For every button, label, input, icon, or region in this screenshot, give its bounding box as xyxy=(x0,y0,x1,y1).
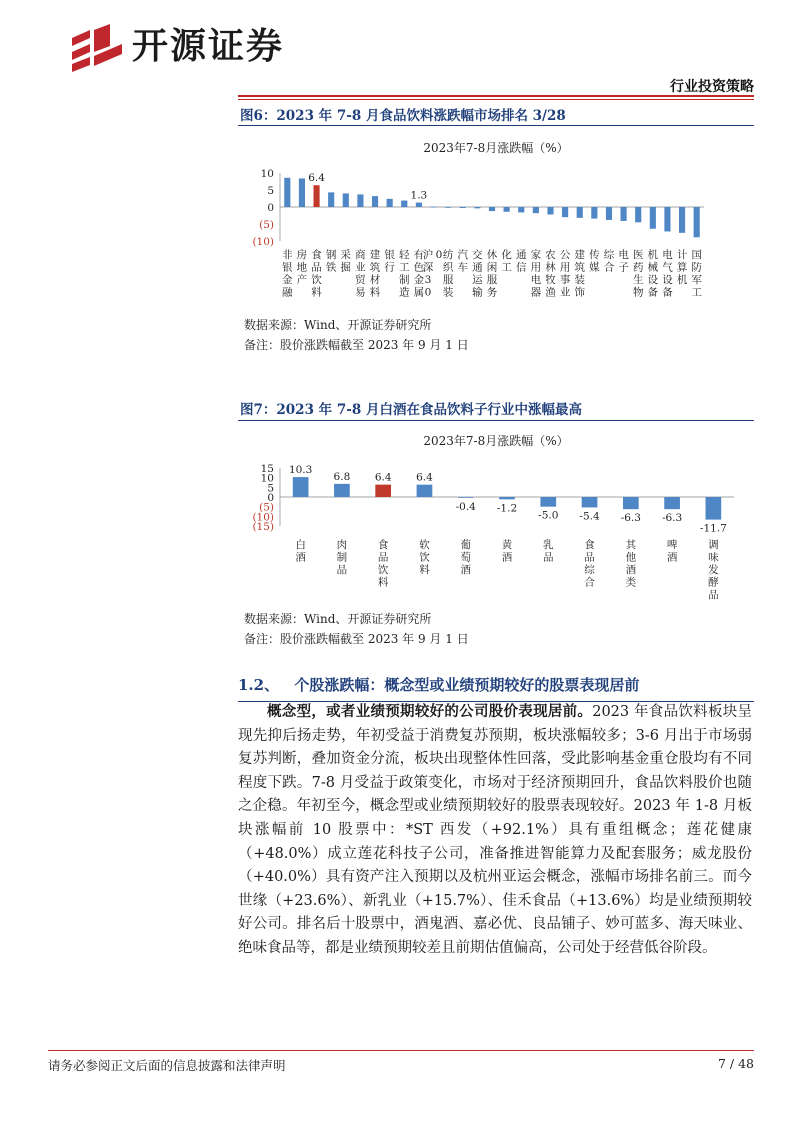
chart6-bar-电子 xyxy=(621,207,627,221)
chart6-bar-房地产 xyxy=(299,178,305,207)
chart6-category-label: 电气设备 xyxy=(662,249,673,299)
chart6-y-tick: (5) xyxy=(259,219,274,231)
figure6-caption: 图6：2023 年 7-8 月食品饮料涨跌幅市场排名 3/28 xyxy=(240,108,566,124)
chart7-category-label: 乳品 xyxy=(543,539,554,564)
chart6-bar-机械设备 xyxy=(650,207,656,229)
chart6-value-label: 6.4 xyxy=(308,172,325,185)
chart7-value-label: -0.4 xyxy=(455,500,476,513)
chart6-bar-国防军工 xyxy=(694,207,700,237)
chart6-y-tick: 10 xyxy=(260,168,274,180)
chart7-y-tick: 10 xyxy=(260,472,274,485)
chart6-bar-纺织服装 xyxy=(445,207,451,208)
chart6-category-label: 沪深 3 00 xyxy=(422,249,443,299)
chart6-bar-休闲服务 xyxy=(489,207,495,211)
section-paragraph xyxy=(238,700,752,961)
chart6-bar-银行 xyxy=(387,199,393,207)
paragraph-body: 2023 年食品饮料板块呈现先抑后扬走势，年初受益于消费复苏预期，板块涨幅较多；3-6 月出于市场弱复苏判断，叠加资金分流，板块出现整体性回落，受此影响基金重仓股均有不同程度下跌。7-8 月受益于政策变化，市场对于经济预期回升，食品饮料股价也随之企稳。年初至今，概念型或业绩预期较好的股票表现较好。2023 年 1-8 月板块涨幅前 10 股票中：*ST 西发（+92.1%）具有重组概念；莲花健康（+48.0%）成立莲花科技子公司，准备推进智能算力及配套服务；威龙股份（+40.0%）具有资产注入预期以及杭州亚运会概念，涨幅市场排名前三。而今世缘（+23.6%）、新乳业（+15.7%）、佳禾食品（+13.6%）均是业绩预期较好公司。排名后十股票中，酒鬼酒、嘉必优、良品铺子、妙可蓝多、海天味业、绝味食品等，都是业绩预期较差且前期估值偏高，公司处于经营低谷阶段。 xyxy=(238,704,753,956)
chart6-title: 2023年7-8月涨跌幅（%） xyxy=(423,141,569,155)
chart6-bar-通信 xyxy=(518,207,524,212)
chart7-value-label: -5.0 xyxy=(538,509,559,522)
chart7-value-label: 6.4 xyxy=(416,471,433,484)
figure7-source: 数据来源：Wind、开源证券研究所 xyxy=(244,612,432,626)
chart6-bar-建筑材料 xyxy=(372,196,378,207)
chart6-bar-采掘 xyxy=(343,193,349,207)
chart7-category-label: 肉制品 xyxy=(336,539,348,576)
chart6-category-label: 通信 xyxy=(515,249,527,274)
chart6-bar-沪深300 xyxy=(430,207,436,208)
chart6-category-label: 建筑装饰 xyxy=(574,249,585,299)
chart6-category-label: 机械设备 xyxy=(647,249,659,299)
figure6-caption-rule xyxy=(238,125,754,126)
chart6-bar-商业贸易 xyxy=(357,194,363,207)
chart6-category-label: 国防军工 xyxy=(691,249,702,299)
figure7-caption-rule xyxy=(238,420,754,421)
chart6-bar-公用事业 xyxy=(562,207,568,217)
chart6-category-label: 医药生物 xyxy=(632,249,644,299)
chart6-category-label: 电子 xyxy=(618,249,629,274)
chart7-category-label: 白酒 xyxy=(295,539,306,564)
chart6-bar-化工 xyxy=(504,207,510,212)
figure6-chart xyxy=(238,130,754,310)
chart6-bar-钢铁 xyxy=(328,192,334,207)
chart7-y-tick: (15) xyxy=(252,521,274,533)
chart7-category-label: 食品综合 xyxy=(584,539,595,589)
chart6-bar-农林牧渔 xyxy=(547,207,553,214)
chart7-y-tick: 0 xyxy=(267,492,274,504)
chart6-category-label: 农林牧渔 xyxy=(545,249,556,299)
chart6-bar-计算机 xyxy=(679,207,685,233)
chart7-bar-黄酒 xyxy=(499,497,515,499)
chart6-bar-家用电器 xyxy=(533,207,539,213)
chart7-y-tick: 5 xyxy=(267,482,274,495)
footer-divider xyxy=(48,1050,754,1051)
chart7-value-label: 6.4 xyxy=(374,471,392,484)
chart7-bar-葡萄酒 xyxy=(458,497,474,498)
chart6-category-label: 商业贸易 xyxy=(355,249,366,299)
chart7-y-tick: 15 xyxy=(260,463,274,475)
chart6-category-label: 银行 xyxy=(384,249,395,274)
chart7-bar-食品综合 xyxy=(582,497,598,507)
chart6-bar-食品饮料 xyxy=(313,185,319,207)
chart6-category-label: 房地产 xyxy=(296,249,308,286)
chart6-bar-汽车 xyxy=(460,207,466,208)
chart7-category-label: 调味发酵品 xyxy=(708,539,719,600)
chart7-bar-肉制品 xyxy=(334,484,350,497)
chart6-category-label: 纺织服装 xyxy=(442,249,454,299)
chart6-y-tick: 5 xyxy=(267,185,274,197)
footer-disclaimer: 请务必参阅正文后面的信息披露和法律声明 xyxy=(48,1058,286,1073)
chart6-category-label: 非银金融 xyxy=(282,249,293,299)
page-number: 7 / 48 xyxy=(717,1056,754,1071)
chart7-value-label: 10.3 xyxy=(288,464,313,477)
chart7-bar-乳品 xyxy=(540,497,556,507)
chart7-title: 2023年7-8月涨跌幅（%） xyxy=(423,434,569,448)
header-divider-thin xyxy=(238,99,754,100)
chart7-category-label: 其他酒类 xyxy=(625,539,637,589)
figure7-caption: 图7：2023 年 7-8 月白酒在食品饮料子行业中涨幅最高 xyxy=(240,402,582,418)
chart6-category-label: 休闲服务 xyxy=(486,249,498,299)
chart6-bar-传媒 xyxy=(591,207,597,219)
figure7-chart xyxy=(238,425,754,600)
figure7-note: 备注：股价涨跌幅截至 2023 年 9 月 1 日 xyxy=(244,632,469,646)
chart7-value-label: -5.4 xyxy=(579,510,600,523)
chart6-bar-非银金融 xyxy=(284,178,290,207)
brand-name: 开源证券 xyxy=(132,26,285,67)
chart6-category-label: 有色金属 xyxy=(413,249,425,299)
brand-logo-icon xyxy=(70,24,124,74)
chart6-bar-医药生物 xyxy=(635,207,641,222)
chart7-bar-调味发酵品 xyxy=(706,497,722,520)
chart7-bar-白酒 xyxy=(293,477,309,497)
section-heading xyxy=(238,674,639,695)
chart6-category-label: 计算机 xyxy=(676,249,688,286)
chart6-bar-电气设备 xyxy=(664,207,670,231)
chart6-category-label: 传媒 xyxy=(589,249,600,274)
chart6-category-label: 交通运输 xyxy=(472,249,483,299)
chart6-category-label: 钢铁 xyxy=(325,249,337,274)
chart7-y-tick: (5) xyxy=(259,501,274,514)
chart6-bar-有色金属 xyxy=(416,203,422,207)
chart7-bar-软饮料 xyxy=(417,485,433,497)
chart7-category-label: 葡萄酒 xyxy=(460,539,471,576)
chart6-y-tick: (10) xyxy=(252,236,274,248)
section-number: 1.2、 xyxy=(238,676,280,694)
chart6-y-tick: 0 xyxy=(267,202,274,214)
chart7-category-label: 黄酒 xyxy=(501,539,513,564)
chart6-category-label: 化工 xyxy=(501,249,512,274)
chart7-value-label: -11.7 xyxy=(699,522,727,535)
chart6-category-label: 建筑材料 xyxy=(369,249,381,299)
chart6-category-label: 采掘 xyxy=(340,249,352,274)
chart6-category-label: 公用事业 xyxy=(559,249,571,299)
chart7-value-label: -6.3 xyxy=(661,512,683,525)
section-title: 个股涨跌幅：概念型或业绩预期较好的股票表现居前 xyxy=(294,676,640,694)
chart6-category-label: 综合 xyxy=(603,249,615,274)
chart6-bar-轻工制造 xyxy=(401,201,407,207)
chart6-category-label: 家用电器 xyxy=(530,249,542,299)
figure6-note: 备注：股价涨跌幅截至 2023 年 9 月 1 日 xyxy=(244,338,469,352)
chart7-value-label: -6.3 xyxy=(620,512,641,525)
chart6-bar-综合 xyxy=(606,207,612,220)
header-divider xyxy=(238,95,754,97)
chart6-category-label: 汽车 xyxy=(457,249,469,274)
chart6-value-label: 1.3 xyxy=(410,189,428,202)
chart7-y-tick: (10) xyxy=(252,511,274,524)
figure6-source: 数据来源：Wind、开源证券研究所 xyxy=(244,318,432,332)
chart7-bar-食品饮料 xyxy=(375,485,391,497)
report-type-label: 行业投资策略 xyxy=(670,79,754,95)
chart7-value-label: -1.2 xyxy=(496,502,518,515)
chart7-category-label: 啤酒 xyxy=(666,539,678,564)
chart7-category-label: 软饮料 xyxy=(419,539,430,576)
paragraph-lead: 概念型，或者业绩预期较好的公司股价表现居前。 xyxy=(267,703,593,720)
chart7-bar-其他酒类 xyxy=(623,497,639,509)
chart6-bar-交通运输 xyxy=(474,207,480,208)
chart7-category-label: 食品饮料 xyxy=(377,539,389,589)
chart6-bar-建筑装饰 xyxy=(577,207,583,218)
chart6-category-label: 轻工制造 xyxy=(399,249,410,299)
chart7-bar-啤酒 xyxy=(664,497,680,509)
chart6-category-label: 食品饮料 xyxy=(311,249,322,299)
chart7-value-label: 6.8 xyxy=(333,470,351,483)
